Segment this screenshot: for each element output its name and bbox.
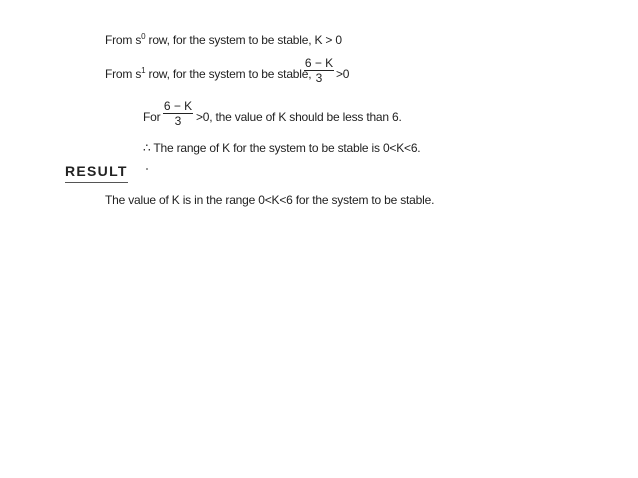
result-heading: RESULT <box>65 163 128 179</box>
fraction-denominator: 3 <box>174 114 182 128</box>
s1-condition: row, for the system to be stable, <box>145 67 312 81</box>
k-range-conclusion: ∴ The range of K for the system to be stable is 0<K<6. <box>143 141 421 155</box>
result-statement: The value of K is in the range 0<K<6 for the system to be stable. <box>105 193 435 207</box>
result-heading-underline <box>65 182 128 183</box>
stability-condition-s0 <box>105 33 342 47</box>
s1-prefix: From s <box>105 67 142 81</box>
fraction-denominator: 3 <box>315 71 323 85</box>
fraction-numerator: 6 − K <box>304 56 334 70</box>
fraction-6-minus-k-over-3 <box>163 99 193 128</box>
scan-speck <box>146 168 148 170</box>
s0-superscript: 0 <box>141 32 146 41</box>
s0-condition: row, for the system to be stable, K > 0 <box>145 33 342 47</box>
fraction-numerator: 6 − K <box>163 99 193 113</box>
s0-prefix: From s <box>105 33 142 47</box>
s1-superscript: 1 <box>141 66 146 75</box>
stability-condition-s1 <box>105 67 311 81</box>
k-upper-bound-statement: >0, the value of K should be less than 6. <box>196 110 402 124</box>
for-label: For <box>143 110 161 124</box>
fraction-6-minus-k-over-3 <box>304 56 334 85</box>
greater-than-zero: >0 <box>336 67 350 81</box>
